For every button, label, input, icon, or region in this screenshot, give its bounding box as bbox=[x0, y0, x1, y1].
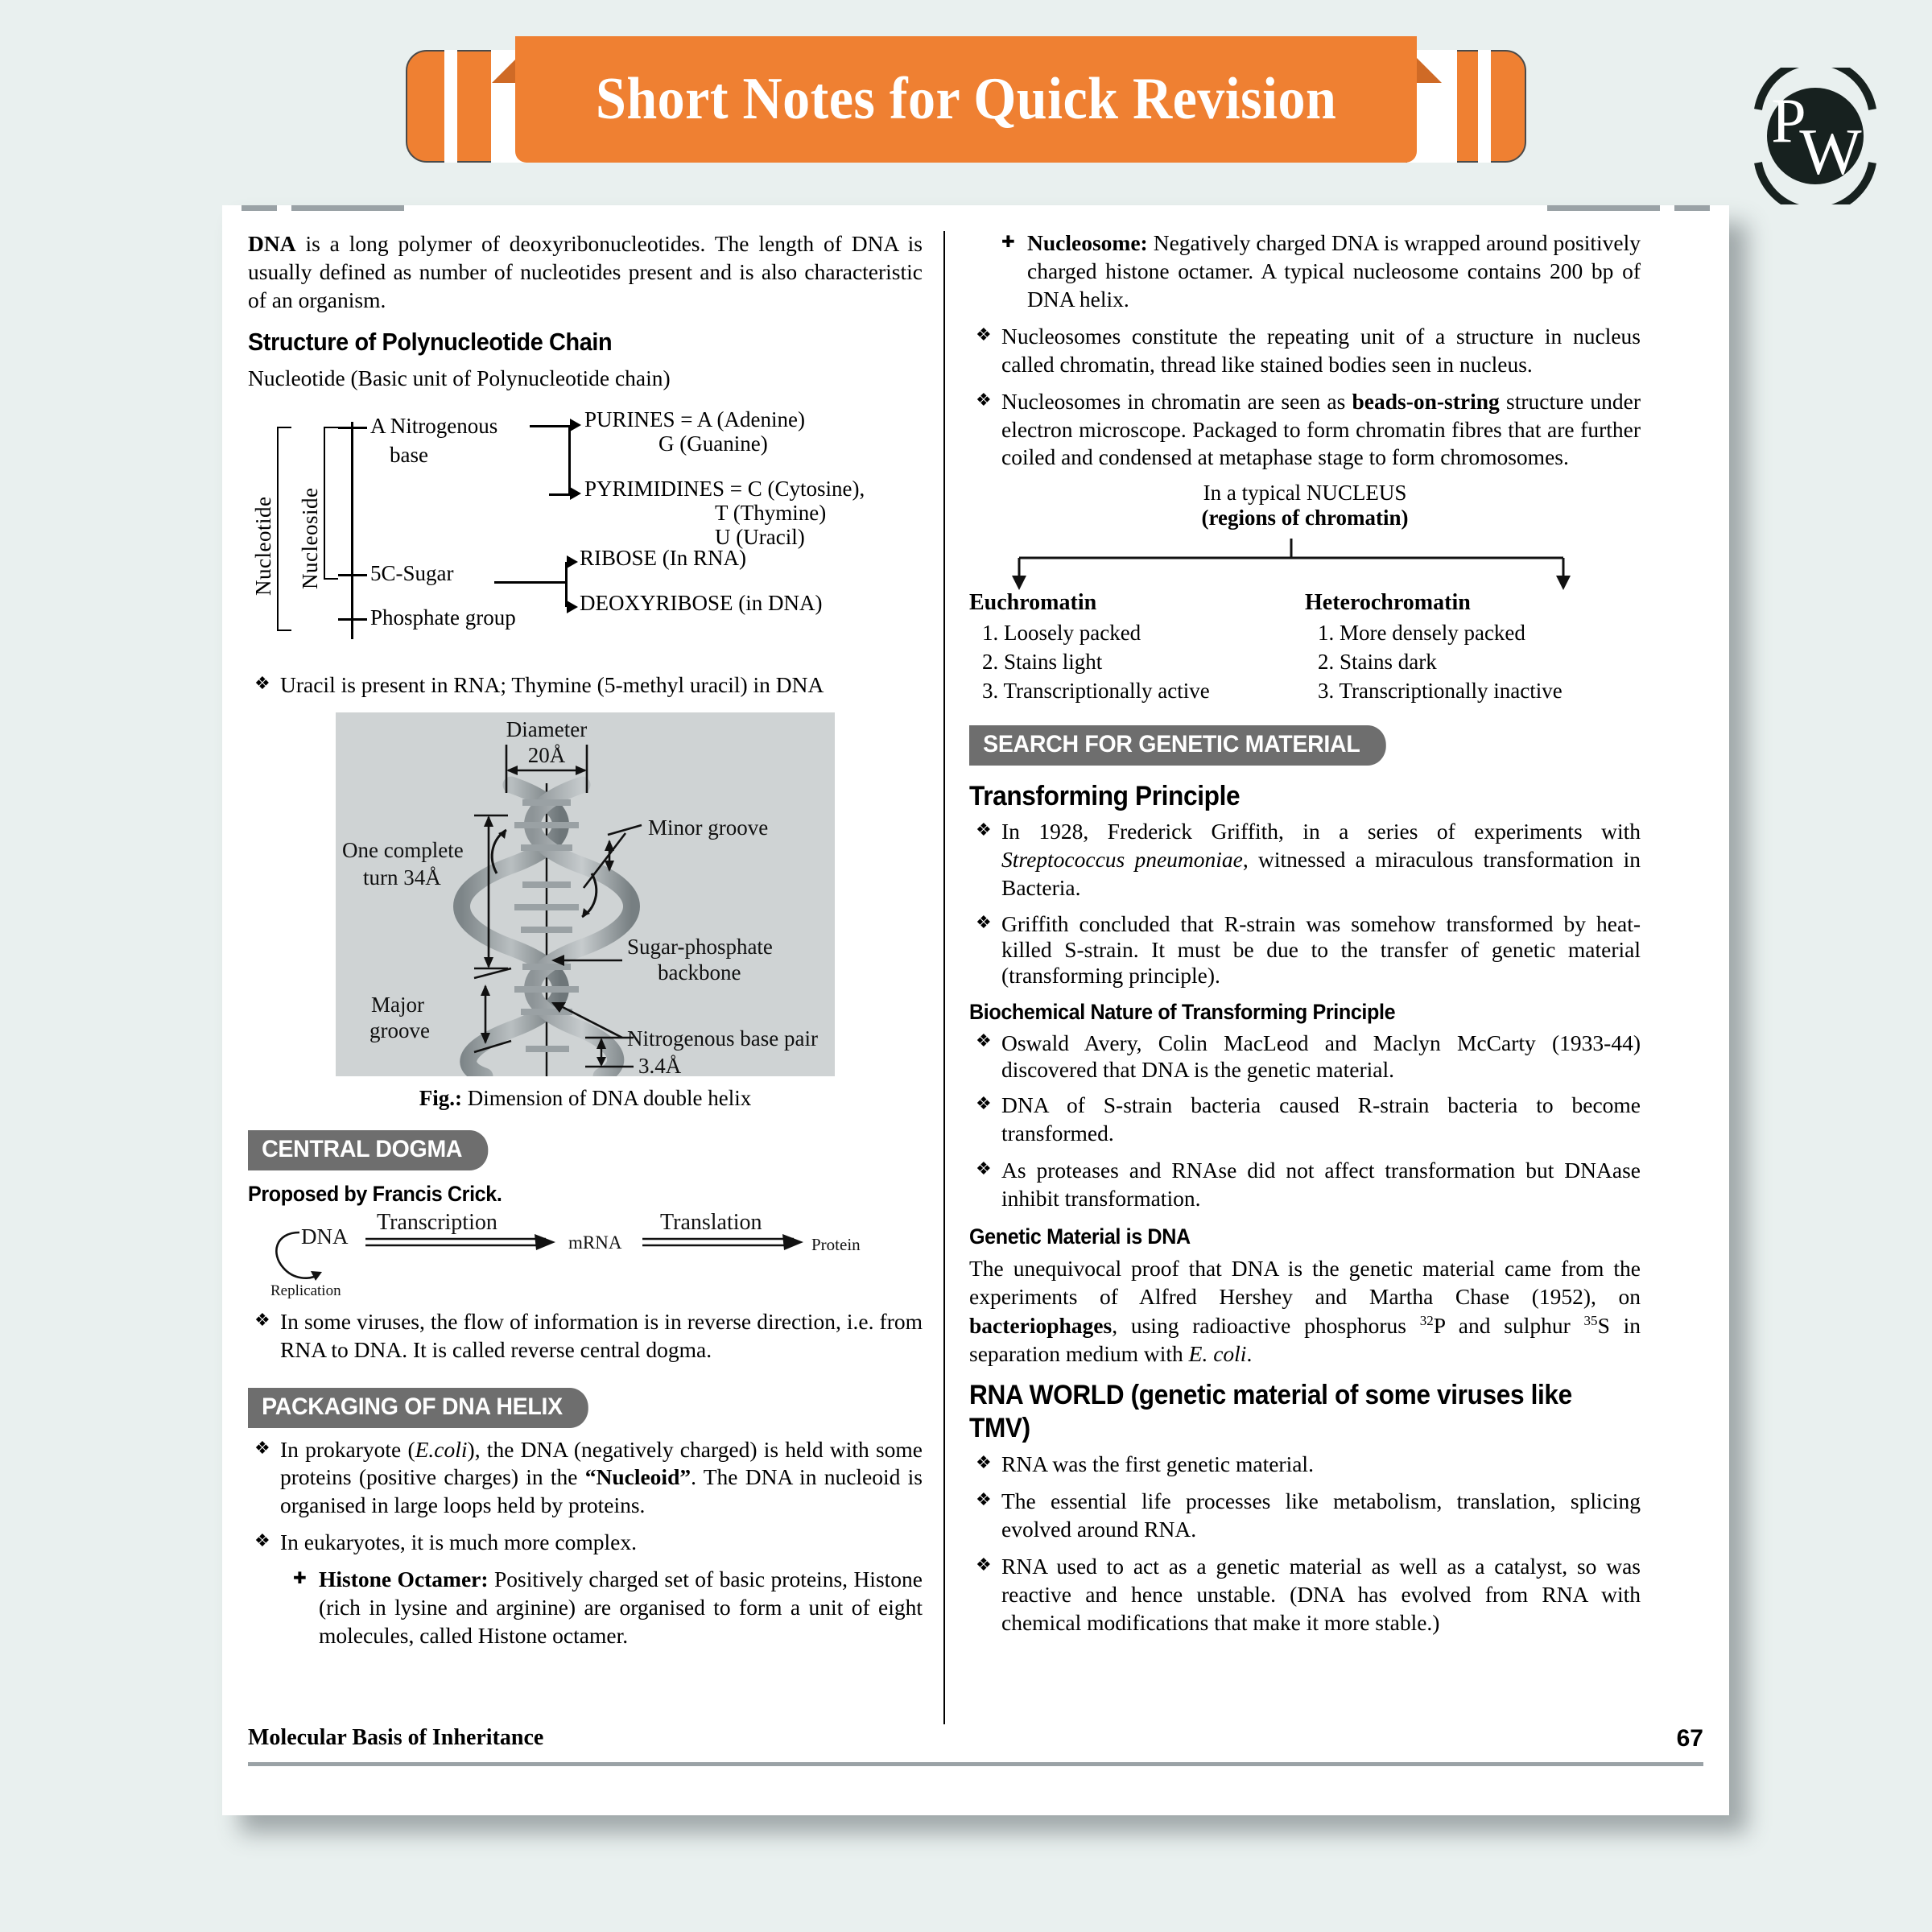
gm-bacteriophages: bacteriophages bbox=[969, 1312, 1113, 1338]
list-item bbox=[992, 229, 1641, 314]
label-backbone-2: backbone bbox=[658, 960, 741, 985]
right-column bbox=[945, 229, 1666, 1747]
gm-p1: The unequivocal proof that DNA is the genetic material came from the experiments of Alfred Hershey and Martha Chase (1952), on bbox=[969, 1256, 1641, 1310]
branch-line bbox=[549, 493, 572, 496]
nucleus-chromatin-chart bbox=[969, 481, 1641, 706]
heading-biochemical-nature: Biochemical Nature of Transforming Principle bbox=[969, 1000, 1396, 1025]
reverse-dogma-list bbox=[248, 1308, 923, 1364]
list-item: ❖ RNA was the first genetic material. bbox=[969, 1451, 1641, 1479]
branch-thymine: T (Thymine) bbox=[715, 500, 827, 525]
intro-lead: DNA bbox=[248, 231, 296, 256]
heterochromatin-item: 2. Stains dark bbox=[1318, 650, 1437, 674]
list-item: ❖ Oswald Avery, Colin MacLeod and Maclyn McCarty (1933-44) discovered that DNA is the genetic material. bbox=[969, 1030, 1641, 1083]
figure-caption-text: Dimension of DNA double helix bbox=[462, 1085, 752, 1110]
diagram-tick bbox=[338, 574, 367, 576]
euchromatin-block bbox=[969, 590, 1305, 705]
branch-pyrimidines: PYRIMIDINES = C (Cytosine), bbox=[584, 476, 865, 501]
page-footer bbox=[248, 1725, 1703, 1773]
packaging-bullet-list bbox=[248, 1436, 923, 1558]
genetic-material-paragraph bbox=[969, 1254, 1641, 1368]
label-major-2: groove bbox=[369, 1018, 430, 1042]
gm-p5: . bbox=[1246, 1340, 1253, 1366]
heading-structure-polynucleotide: Structure of Polynucleotide Chain bbox=[248, 327, 613, 356]
arrow-ribose bbox=[567, 555, 578, 568]
gm-p2: , using radioactive phosphorus bbox=[1112, 1312, 1420, 1338]
gm-p4: S in separation medium with bbox=[969, 1312, 1641, 1366]
histone-octamer-term: Histone Octamer: bbox=[319, 1567, 489, 1592]
gm-sup-35: 35 bbox=[1583, 1312, 1598, 1328]
ribbon-stripe bbox=[444, 50, 457, 163]
branch-spine-base bbox=[568, 425, 571, 496]
header-banner bbox=[0, 0, 1932, 188]
central-dogma-svg bbox=[248, 1212, 908, 1300]
diagram-item-base: base bbox=[390, 442, 428, 467]
gm-p3: P and sulphur bbox=[1433, 1312, 1584, 1338]
page-top-mark bbox=[291, 205, 404, 211]
beads-bold: beads-on-string bbox=[1352, 388, 1500, 414]
arrow-pyrimidines bbox=[570, 487, 581, 500]
euchromatin-item: 2. Stains light bbox=[982, 650, 1103, 674]
diagram-label-nucleotide: Nucleotide bbox=[251, 496, 275, 596]
nucleotide-bracket-diagram bbox=[248, 402, 923, 668]
page-top-mark bbox=[1547, 205, 1660, 211]
dogma-transcription: Transcription bbox=[377, 1211, 497, 1235]
heterochromatin-heading: Heterochromatin bbox=[1305, 590, 1471, 616]
bracket-inner bbox=[324, 427, 338, 580]
nucleus-chart-title-1: In a typical NUCLEUS bbox=[1203, 481, 1407, 506]
histone-octamer-text: Positively charged set of basic proteins, Histone (rich in lysine and arginine) are organised to form a unit of eight molecules, called Histone octamer. bbox=[319, 1567, 923, 1649]
diagram-label-nucleoside: Nucleoside bbox=[298, 487, 322, 589]
branch-deoxyribose: DEOXYRIBOSE (in DNA) bbox=[580, 590, 823, 615]
biochemical-bullet-list bbox=[969, 1030, 1641, 1213]
figure-caption-label: Fig.: bbox=[419, 1085, 463, 1110]
central-dogma-flow bbox=[248, 1212, 923, 1300]
branch-connector bbox=[530, 425, 551, 427]
histone-octamer-list bbox=[283, 1566, 923, 1650]
euchromatin-item: 1. Loosely packed bbox=[982, 621, 1141, 646]
label-base-pair: Nitrogenous base pair bbox=[627, 1026, 818, 1051]
list-item: ❖ Nucleosomes constitute the repeating unit of a structure in nucleus called chromatin, thread like stained bodies seen in nucleus. bbox=[969, 323, 1641, 379]
dogma-dna: DNA bbox=[301, 1224, 349, 1249]
label-backbone-1: Sugar-phosphate bbox=[627, 934, 773, 959]
svg-text:P: P bbox=[1771, 85, 1806, 155]
arrow-deoxyribose bbox=[567, 601, 578, 613]
rna-world-bullet-list bbox=[969, 1451, 1641, 1637]
footer-divider bbox=[248, 1762, 1703, 1766]
page-top-mark bbox=[242, 205, 277, 211]
nucleotide-caption: Nucleotide (Basic unit of Polynucleotide chain) bbox=[248, 365, 671, 390]
beads-post: structure under electron microscope. Packaged to form chromatin fibres that are further coiled and condensed at metaphase stage to form chromosomes. bbox=[1001, 388, 1641, 470]
branch-ribose: RIBOSE (In RNA) bbox=[580, 545, 746, 570]
svg-text:W: W bbox=[1799, 115, 1862, 188]
pw-logo-icon bbox=[1747, 68, 1884, 204]
heading-transforming-principle: Transforming Principle bbox=[969, 781, 1241, 812]
ribbon-stripe bbox=[1478, 50, 1491, 163]
list-item bbox=[283, 1566, 923, 1650]
list-item: ❖ In prokaryote (E.coli), the DNA (negatively charged) is held with some proteins (positive charges) in the “Nucleoid”. The DNA in nucleoid is organised in large loops held by proteins. bbox=[248, 1436, 923, 1521]
page-sheet bbox=[222, 205, 1729, 1815]
figure-caption bbox=[248, 1086, 923, 1111]
list-item: ❖ In some viruses, the flow of information is in reverse direction, i.e. from RNA to DNA. It is called reverse central dogma. bbox=[248, 1308, 923, 1364]
branch-connector bbox=[494, 581, 567, 584]
heterochromatin-item: 1. More densely packed bbox=[1318, 621, 1525, 646]
page-top-mark bbox=[1674, 205, 1710, 211]
badge-search-genetic-material: SEARCH FOR GENETIC MATERIAL bbox=[969, 725, 1386, 766]
heading-rna-world: RNA WORLD (genetic material of some viruses like TMV) bbox=[969, 1379, 1572, 1443]
intro-body: is a long polymer of deoxyribonucleotides. The length of DNA is usually defined as number of nucleotides present and is also characteristic of an organism. bbox=[248, 231, 923, 313]
gm-ecoli: E. coli bbox=[1188, 1340, 1247, 1366]
two-column-layout bbox=[222, 229, 1729, 1747]
griffith-pre: In 1928, Frederick Griffith, in a series of experiments with bbox=[1001, 819, 1641, 844]
left-column bbox=[222, 229, 943, 1747]
beads-pre: Nucleosomes in chromatin are seen as bbox=[1001, 388, 1352, 414]
heading-genetic-material-is-dna: Genetic Material is DNA bbox=[969, 1224, 1191, 1249]
label-diameter: Diameter bbox=[506, 716, 588, 741]
ribbon-body bbox=[515, 36, 1417, 163]
list-item bbox=[969, 818, 1641, 902]
label-turn-2: turn 34Å bbox=[363, 865, 441, 890]
dogma-mrna: mRNA bbox=[568, 1232, 622, 1253]
nucleus-chart-title-2: (regions of chromatin) bbox=[1201, 506, 1409, 530]
footer-page-number: 67 bbox=[1676, 1725, 1703, 1752]
heterochromatin-item: 3. Transcriptionally inactive bbox=[1318, 678, 1563, 703]
bracket-outer bbox=[277, 427, 291, 631]
dogma-translation: Translation bbox=[660, 1211, 762, 1235]
euchromatin-item: 3. Transcriptionally active bbox=[982, 678, 1210, 703]
nucleosome-term: Nucleosome: bbox=[1027, 230, 1148, 255]
diagram-item-sugar: 5C-Sugar bbox=[370, 560, 454, 585]
label-minor-groove: Minor groove bbox=[648, 815, 769, 840]
branch-uracil: U (Uracil) bbox=[715, 524, 805, 549]
list-item: ❖ Griffith concluded that R-strain was somehow transformed by heat-killed S-strain. It must be due to the transfer of genetic material (transforming principle). bbox=[969, 911, 1641, 989]
list-item: ❖ As proteases and RNAse did not affect transformation but DNAase inhibit transformation. bbox=[969, 1157, 1641, 1213]
griffith-post: , witnessed a miraculous transformation in Bacteria. bbox=[1001, 847, 1641, 901]
gm-sup-32: 32 bbox=[1419, 1312, 1434, 1328]
griffith-species: Streptococcus pneumoniae bbox=[1001, 847, 1243, 873]
uracil-bullet-list bbox=[248, 671, 923, 700]
label-diameter-value: 20Å bbox=[527, 742, 566, 767]
diagram-tick bbox=[338, 427, 367, 429]
nucleus-chart-connector bbox=[969, 539, 1613, 597]
badge-packaging-dna-helix: PACKAGING OF DNA HELIX bbox=[248, 1388, 588, 1428]
dna-double-helix-figure bbox=[336, 712, 835, 1076]
list-item bbox=[969, 388, 1641, 473]
euchromatin-heading: Euchromatin bbox=[969, 590, 1097, 616]
list-item: ❖ In eukaryotes, it is much more complex. bbox=[248, 1529, 923, 1557]
list-item: ❖ DNA of S-strain bacteria caused R-strain bacteria to become transformed. bbox=[969, 1092, 1641, 1148]
branch-guanine: G (Guanine) bbox=[658, 431, 768, 456]
transforming-bullet-list bbox=[969, 818, 1641, 989]
nucleosome-text: Negatively charged DNA is wrapped around positively charged histone octamer. A typical nucleosome contains 200 bp of DNA helix. bbox=[1027, 230, 1641, 312]
diagram-tick bbox=[338, 618, 367, 621]
dna-helix-svg bbox=[336, 712, 835, 1076]
label-rise: 3.4Å bbox=[638, 1053, 682, 1076]
badge-central-dogma: CENTRAL DOGMA bbox=[248, 1130, 489, 1170]
dogma-protein: Protein bbox=[811, 1234, 861, 1254]
label-major-1: Major bbox=[371, 992, 424, 1017]
chromatin-bullet-list bbox=[969, 323, 1641, 473]
branch-line bbox=[549, 425, 572, 427]
diagram-item-phosphate: Phosphate group bbox=[370, 605, 516, 630]
banner-title: Short Notes for Quick Revision bbox=[595, 66, 1337, 132]
nucleosome-list bbox=[992, 229, 1641, 314]
diagram-spine bbox=[351, 422, 353, 639]
footer-chapter-title: Molecular Basis of Inheritance bbox=[248, 1725, 544, 1750]
intro-paragraph bbox=[248, 229, 923, 315]
list-item: ❖ RNA used to act as a genetic material as well as a catalyst, so was reactive and hence unstable. (DNA has evolved from RNA with chemical modifications that make it more stable.) bbox=[969, 1553, 1641, 1637]
dogma-replication: Replication bbox=[270, 1282, 341, 1299]
branch-purines: PURINES = A (Adenine) bbox=[584, 407, 805, 431]
heterochromatin-block bbox=[1305, 590, 1641, 705]
label-turn-1: One complete bbox=[342, 837, 464, 862]
list-item: ❖ The essential life processes like metabolism, translation, splicing evolved around RNA. bbox=[969, 1488, 1641, 1544]
diagram-item-nitrogenous: A Nitrogenous bbox=[370, 413, 498, 438]
arrow-purines bbox=[570, 419, 581, 431]
proposed-by-francis-crick: Proposed by Francis Crick. bbox=[248, 1181, 502, 1206]
list-item: ❖ Uracil is present in RNA; Thymine (5-methyl uracil) in DNA bbox=[248, 671, 923, 700]
